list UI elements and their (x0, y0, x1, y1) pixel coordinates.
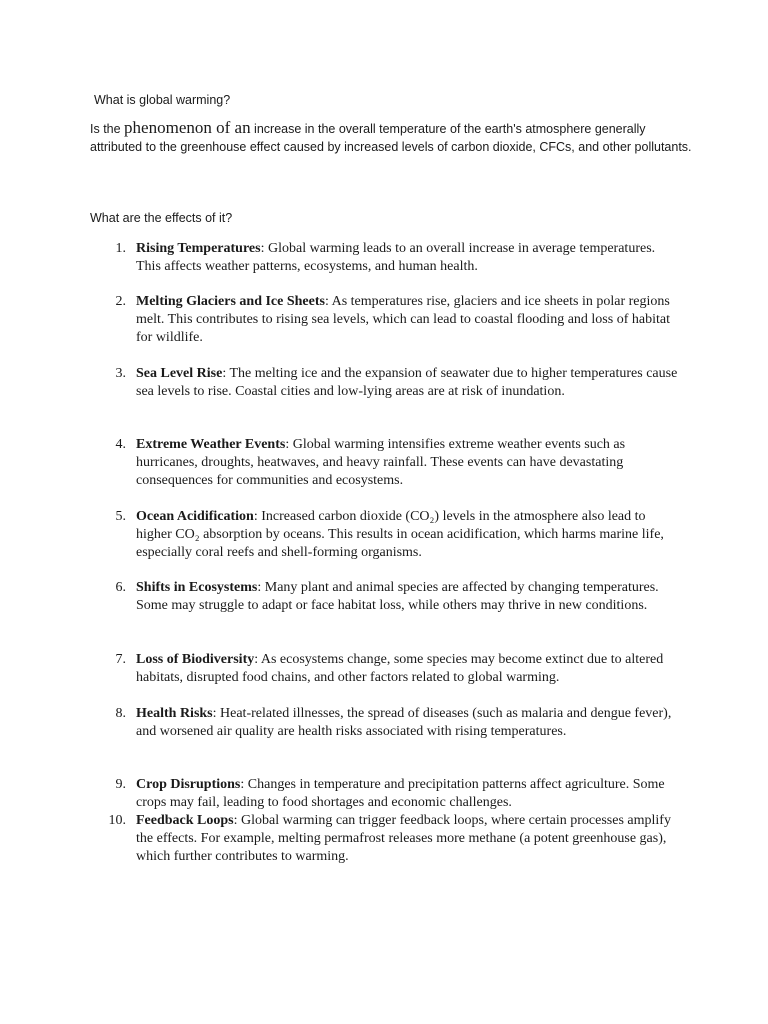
list-item-text: : Heat-related illnesses, the spread of diseases (such as malaria and dengue fever), and worsened air quality are health risks associated with rising temperatures. (136, 706, 672, 739)
list-item-term: Health Risks (136, 706, 213, 721)
list-item (100, 508, 680, 562)
question-heading-2: What are the effects of it? (90, 211, 233, 225)
list-item-term: Extreme Weather Events (136, 437, 286, 452)
list-item-term: Shifts in Ecosystems (136, 580, 258, 595)
list-item-number: 8. (115, 706, 126, 721)
list-item (100, 240, 680, 276)
list-item-term: Ocean Acidification (136, 509, 254, 524)
list-item-term: Rising Temperatures (136, 241, 261, 256)
list-item-term: Loss of Biodiversity (136, 652, 255, 667)
list-item-number: 2. (115, 294, 126, 309)
list-item (100, 705, 680, 741)
list-item (100, 651, 680, 687)
list-item-term: Melting Glaciers and Ice Sheets (136, 294, 325, 309)
definition-rest: increase in the overall temperature of the earth's atmosphere generally attributed to the greenhouse effect caused by increased levels of carbon dioxide, CFCs, and other pollutants. (90, 122, 692, 154)
list-item-text: : Many plant and animal species are affected by changing temperatures. Some may struggle to adapt or face habitat loss, while others may thrive in new conditions. (136, 580, 659, 613)
list-item-text: : Changes in temperature and precipitation patterns affect agriculture. Some crops may fail, leading to food shortages and economic challenges. (136, 777, 665, 810)
list-item-text: : As temperatures rise, glaciers and ice sheets in polar regions melt. This contributes to rising sea levels, which can lead to coastal flooding and loss of habitat for wildlife. (136, 294, 670, 345)
list-item (100, 365, 680, 401)
definition-lead: Is the (90, 122, 125, 136)
list-item-term: Sea Level Rise (136, 366, 223, 381)
list-item-number: 3. (115, 366, 126, 381)
list-item (100, 293, 680, 347)
definition-emphasis: phenomenon of an (124, 118, 251, 137)
list-item-number: 4. (115, 437, 126, 452)
list-item-text: : The melting ice and the expansion of seawater due to higher temperatures cause sea levels to rise. Coastal cities and low-lying areas are at risk of inundation. (136, 366, 678, 399)
list-item (100, 579, 680, 615)
definition-paragraph (90, 119, 700, 156)
list-item (100, 436, 680, 490)
list-item-number: 9. (115, 777, 126, 792)
list-item (100, 776, 680, 812)
list-item-text: : Global warming leads to an overall increase in average temperatures. This affects weather patterns, ecosystems, and human health. (136, 241, 656, 274)
list-item-term: Feedback Loops (136, 813, 234, 828)
list-item-number: 7. (115, 652, 126, 667)
list-item-term: Crop Disruptions (136, 777, 241, 792)
list-item-number: 1. (115, 241, 126, 256)
question-heading-1: What is global warming? (94, 93, 231, 107)
list-item-number: 5. (115, 509, 126, 524)
list-item-text: : Increased carbon dioxide (CO₂) levels in the atmosphere also lead to higher CO₂ absorption by oceans. This results in ocean acidification, which harms marine life, especially coral reefs and shell-forming organisms. (136, 509, 664, 560)
list-item-text: : Global warming can trigger feedback loops, where certain processes amplify the effects. For example, melting permafrost releases more methane (a potent greenhouse gas), which further contributes to warming. (136, 813, 671, 864)
list-item-number: 6. (115, 580, 126, 595)
list-item (100, 812, 680, 866)
list-item-text: : Global warming intensifies extreme weather events such as hurricanes, droughts, heatwaves, and heavy rainfall. These events can have devastating consequences for communities and ecosystems. (136, 437, 626, 488)
list-item-text: : As ecosystems change, some species may become extinct due to altered habitats, disrupted food chains, and other factors related to global warming. (136, 652, 664, 685)
list-item-number: 10. (108, 813, 126, 828)
